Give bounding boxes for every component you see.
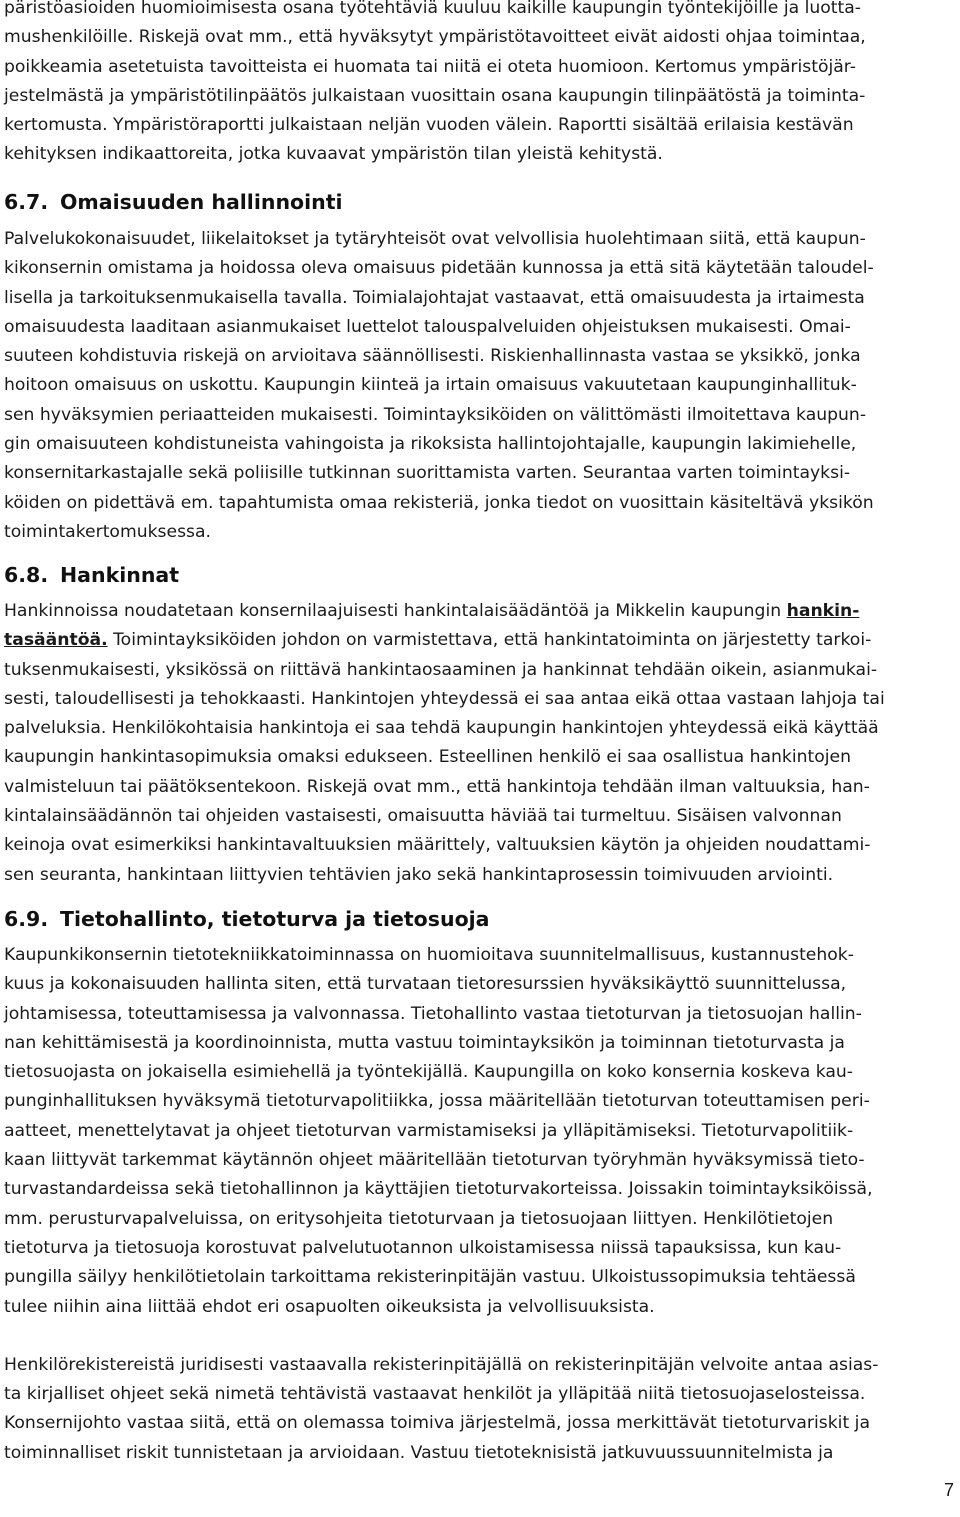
text-line: mushenkilöille. Riskejä ovat mm., että hyväksytyt ympäristötavoitteet eivät aidosti ohjaa toimintaa,: [4, 27, 866, 48]
section-title: Tietohallinto, tietoturva ja tietosuoja: [60, 907, 490, 931]
text-line: tietoturva ja tietosuoja korostuvat palvelutuotannon ulkoistamisessa niissä tapauksissa, kun kau-: [4, 1237, 842, 1258]
text-line: lisella ja tarkoituksenmukaisella tavalla. Toimialajohtajat vastaavat, että omaisuudesta ja irtaimesta: [4, 287, 865, 308]
text-line: turvastandardeissa sekä tietohallinnon ja käyttäjien tietoturvakorteissa. Joissakin toimintayksiköissä,: [4, 1179, 873, 1200]
section-heading: [4, 905, 960, 934]
text-line: sen seuranta, hankintaan liittyvien tehtävien jako sekä hankintaprosessin toimivuuden arviointi.: [4, 864, 834, 885]
text-line: omaisuudesta laaditaan asianmukaiset luettelot talouspalveluiden ohjeistuksen mukaisesti. Omai-: [4, 316, 851, 337]
section-number: 6.7.: [4, 190, 49, 214]
text-line: köiden on pidettävä em. tapahtumista omaa rekisteriä, jonka tiedot on vuosittain käsiteltävä yksikön: [4, 492, 874, 513]
text-line: päristöasioiden huomioimisesta osana työtehtäviä kuuluu kaikille kaupungin työntekijöille ja luotta-: [4, 0, 861, 18]
text-line: sesti, taloudellisesti ja tehokkaasti. Hankintojen yhteydessä ei saa antaa eikä ottaa vastaan lahjoja tai: [4, 688, 885, 709]
text-line: [4, 626, 960, 655]
section-title: Hankinnat: [60, 563, 180, 587]
text-line: tuksenmukaisesti, yksikössä on riittävä hankintaosaaminen ja hankinnat tehdään oikein, asianmukai-: [4, 659, 878, 680]
text-line: Palvelukokonaisuudet, liikelaitokset ja tytäryhteisöt ovat velvollisia huolehtimaan siitä, että kaupun-: [4, 229, 866, 249]
text-line: kaupungin hankintasopimuksia omaksi edukseen. Esteellinen henkilö ei saa osallistua hankintojen: [4, 747, 852, 768]
text-line: kikonsernin omistama ja hoidossa oleva omaisuus pidetään kunnossa ja että sitä käytetään taloudel-: [4, 258, 874, 279]
page-number: 7: [943, 1480, 954, 1500]
section-heading: [4, 561, 960, 590]
text-line: aatteet, menettelytavat ja ohjeet tietoturvan varmistamiseksi ja ylläpitämiseksi. Tietoturvapolitiik-: [4, 1120, 854, 1141]
intro-paragraph: [4, 0, 960, 170]
text-line: poikkeamia asetetuista tavoitteista ei huomata tai niitä ei oteta huomioon. Kertomus ympäristöjär-: [4, 56, 856, 77]
text-line: johtamisessa, toteuttamisessa ja valvonnassa. Tietohallinto vastaa tietoturvan ja tietosuojan hallin-: [4, 1003, 862, 1024]
text-line: palveluksia. Henkilökohtaisia hankintoja ei saa tehdä kaupungin hankintojen yhteydessä eikä käyttää: [4, 718, 879, 739]
text-line: jestelmästä ja ympäristötilinpäätös julkaistaan vuosittain osana kaupungin tilinpäätöstä ja toiminta-: [4, 85, 866, 106]
section-6-9: [4, 905, 960, 1468]
text-line: tulee niihin aina liittää ehdot eri osapuolten oikeuksista ja velvollisuuksista.: [4, 1296, 655, 1317]
text-line: sen hyväksymien periaatteiden mukaisesti. Toimintayksiköiden on välittömästi ilmoitettava kaupun-: [4, 404, 867, 425]
text-line: tietosuojasta on jokaisella esimiehellä ja työntekijällä. Kaupungilla on koko konsernia koskeva kau-: [4, 1062, 854, 1083]
hankintasaanto-link-continued[interactable]: tasääntöä.: [4, 630, 108, 651]
text-line: pungilla säilyy henkilötietolain tarkoittama rekisterinpitäjän vastuu. Ulkoistussopimuksia tehtäessä: [4, 1267, 856, 1288]
text-line: kaan liittyvät tarkemmat käytännön ohjeet määritellään tietoturvan työryhmän hyväksymissä tieto-: [4, 1150, 865, 1171]
text-line: kuus ja kokonaisuuden hallinta siten, että turvataan tietoresurssien hyväksikäyttö suunnittelussa,: [4, 974, 847, 995]
text-line: konsernitarkastajalle sekä poliisille tutkinnan suorittamista varten. Seurantaa varten toimintayksi-: [4, 463, 851, 484]
text-line: toimintakertomuksessa.: [4, 521, 211, 542]
text-line: toiminnalliset riskit tunnistetaan ja arvioidaan. Vastuu tietoteknisistä jatkuvuussuunnitelmista ja: [4, 1442, 834, 1463]
section-6-8: [4, 561, 960, 890]
section-title: Omaisuuden hallinnointi: [60, 190, 343, 214]
text-line: punginhallituksen hyväksymä tietoturvapolitiikka, jossa määritellään tietoturvan toteuttamisen peri-: [4, 1091, 870, 1112]
text-segment: Toimintayksiköiden johdon on varmistettava, että hankintatoiminta on järjestetty tarkoi-: [107, 630, 872, 651]
text-line: valmisteluun tai päätöksentekoon. Riskejä ovat mm., että hankintoja tehdään ilman valtuuksia, han-: [4, 776, 870, 797]
text-line: suuteen kohdistuvia riskejä on arvioitava säännöllisesti. Riskienhallinnasta vastaa se yksikkö, jonka: [4, 346, 861, 367]
text-line: nan kehittämisestä ja koordinoinnista, mutta vastuu toimintayksikön ja toiminnan tietoturvasta ja: [4, 1032, 845, 1053]
section-number: 6.8.: [4, 563, 49, 587]
text-line: ta kirjalliset ohjeet sekä nimetä tehtävistä vastaavat henkilöt ja ylläpitää niitä tietosuojaselosteissa.: [4, 1384, 866, 1405]
text-line: kintalainsäädännön tai ohjeiden vastaisesti, omaisuutta häviää tai turmeltuu. Sisäisen valvonnan: [4, 806, 842, 827]
text-line: mm. perusturvapalveluissa, on eritysohjeita tietoturvaan ja tietosuojaan liittyen. Henkilötietojen: [4, 1208, 834, 1229]
text-line: Kaupunkikonsernin tietotekniikkatoiminnassa on huomioitava suunnitelmallisuus, kustannustehok-: [4, 945, 854, 965]
text-line: Henkilörekistereistä juridisesti vastaavalla rekisterinpitäjällä on rekisterinpitäjän velvoite antaa asias-: [4, 1354, 879, 1375]
hankintasaanto-link[interactable]: hankin-: [786, 601, 860, 621]
text-line: gin omaisuuteen kohdistuneista vahingoista ja rikoksista hallintojohtajalle, kaupungin lakimiehelle,: [4, 434, 857, 455]
section-number: 6.9.: [4, 907, 49, 931]
text-line: Konsernijohto vastaa siitä, että on olemassa toimiva järjestelmä, jossa merkittävät tietoturvariskit ja: [4, 1413, 870, 1434]
text-line: hoitoon omaisuus on uskottu. Kaupungin kiinteä ja irtain omaisuus vakuutetaan kaupunginhallituk-: [4, 375, 857, 396]
text-line: keinoja ovat esimerkiksi hankintavaltuuksien määrittely, valtuuksien käytön ja ohjeiden noudattami-: [4, 835, 871, 856]
section-heading: [4, 188, 960, 217]
text-line: kertomusta. Ympäristöraportti julkaistaan neljän vuoden välein. Raportti sisältää erilaisia kestävän: [4, 115, 854, 136]
section-6-7: [4, 188, 960, 547]
text-line: kehityksen indikaattoreita, jotka kuvaavat ympäristön tilan yleistä kehitystä.: [4, 144, 663, 165]
text-segment: Hankinnoissa noudatetaan konsernilaajuisesti hankintalaisäädäntöä ja Mikkelin kaupungin: [4, 601, 787, 621]
text-line: [4, 597, 960, 626]
